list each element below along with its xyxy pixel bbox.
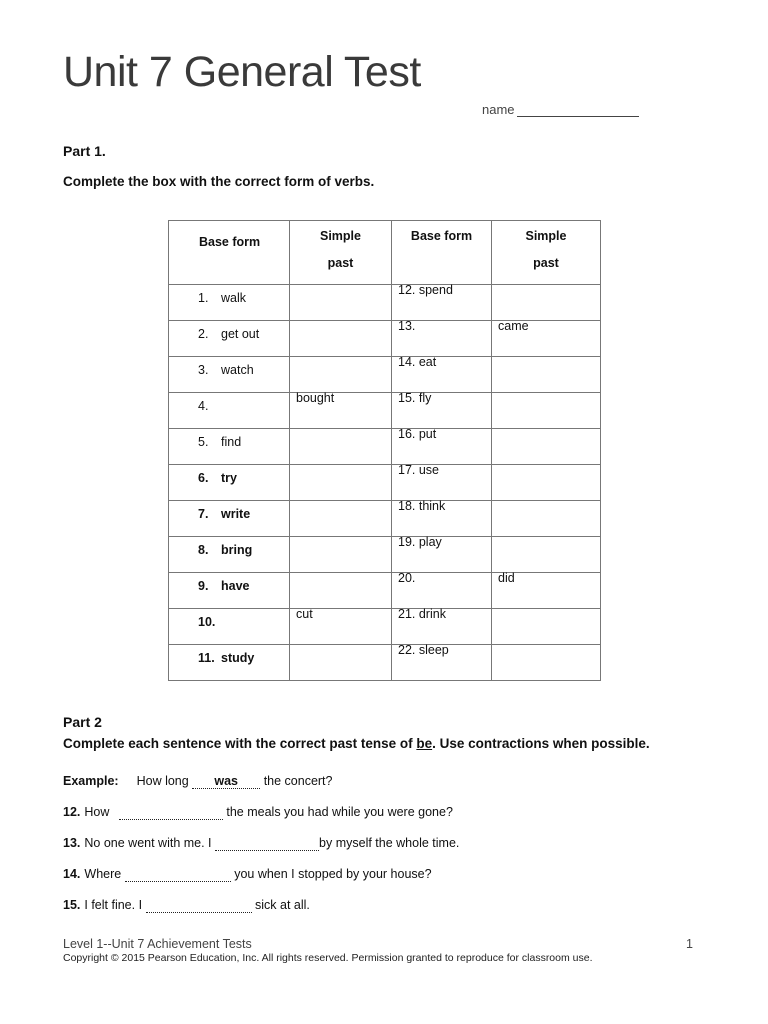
item-number: 2.: [198, 327, 209, 341]
right-base-form-verb: 15. fly: [398, 391, 432, 405]
base-form-verb: write: [221, 507, 251, 521]
right-simple-past-cell[interactable]: [492, 357, 601, 393]
base-form-cell: [169, 537, 290, 573]
answer-blank-15[interactable]: [146, 899, 252, 913]
base-form-verb: study: [221, 651, 255, 665]
base-form-cell: [169, 393, 290, 429]
base-form-verb: watch: [221, 363, 254, 377]
base-form-cell: [169, 609, 290, 645]
base-form-verb: walk: [221, 291, 247, 305]
right-base-form-verb: 13.: [398, 319, 416, 333]
right-base-form-verb: 16. put: [398, 427, 437, 441]
simple-past-cell[interactable]: [290, 357, 392, 393]
right-base-form-cell: [392, 429, 492, 465]
simple-past-cell: [290, 393, 392, 429]
right-base-form-cell: [392, 321, 492, 357]
base-form-verb: try: [221, 471, 237, 485]
part1-heading: Part 1.: [63, 143, 106, 159]
example-sentence: Example: How long was the concert?: [63, 774, 333, 788]
right-simple-past-verb: did: [498, 571, 515, 585]
question-12: 12. How the meals you had while you were gone?: [63, 805, 453, 819]
name-blank-line[interactable]: [517, 102, 639, 117]
base-form-cell: [169, 645, 290, 681]
part1-instruction: Complete the box with the correct form of verbs.: [63, 174, 375, 189]
simple-past-cell[interactable]: [290, 645, 392, 681]
base-form-cell: [169, 573, 290, 609]
example-answer: was: [192, 775, 260, 789]
footer-title: Level 1--Unit 7 Achievement Tests: [63, 937, 252, 951]
right-simple-past-cell[interactable]: [492, 429, 601, 465]
right-base-form-verb: 21. drink: [398, 607, 446, 621]
answer-blank-14[interactable]: [125, 868, 231, 882]
right-simple-past-cell[interactable]: [492, 285, 601, 321]
base-form-cell: [169, 429, 290, 465]
right-base-form-verb: 14. eat: [398, 355, 437, 369]
base-form-cell: [169, 501, 290, 537]
item-number: 4.: [198, 399, 209, 413]
header-base-form-1: Base form: [169, 221, 290, 285]
base-form-cell: [169, 285, 290, 321]
right-base-form-cell: [392, 465, 492, 501]
base-form-cell: [169, 321, 290, 357]
item-number: 7.: [198, 507, 209, 521]
simple-past-verb: cut: [296, 607, 313, 621]
right-base-form-verb: 18. think: [398, 499, 446, 513]
right-base-form-cell: [392, 357, 492, 393]
item-number: 6.: [198, 471, 209, 485]
right-simple-past-cell[interactable]: [492, 501, 601, 537]
verb-table-row: [169, 537, 601, 573]
name-field[interactable]: [482, 102, 639, 117]
verb-table-row: [169, 501, 601, 537]
base-form-verb: bring: [221, 543, 253, 557]
verb-table: [168, 220, 601, 681]
header-base-form-2: Base form: [392, 221, 492, 285]
question-15: 15. I felt fine. I sick at all.: [63, 898, 310, 912]
item-number: 8.: [198, 543, 209, 557]
simple-past-cell: [290, 609, 392, 645]
verb-table-row: [169, 573, 601, 609]
right-base-form-cell: [392, 501, 492, 537]
simple-past-cell[interactable]: [290, 321, 392, 357]
question-14: 14. Where you when I stopped by your house?: [63, 867, 432, 881]
right-base-form-cell: [392, 285, 492, 321]
item-number: 9.: [198, 579, 209, 593]
page-number: 1: [686, 937, 693, 951]
right-simple-past-cell: [492, 573, 601, 609]
right-base-form-verb: 12. spend: [398, 283, 453, 297]
part2-instruction: Complete each sentence with the correct past tense of be. Use contractions when possible.: [63, 736, 650, 751]
simple-past-cell[interactable]: [290, 285, 392, 321]
name-label: name: [482, 102, 515, 117]
base-form-verb: get out: [221, 327, 260, 341]
right-simple-past-cell[interactable]: [492, 609, 601, 645]
verb-table-row: [169, 429, 601, 465]
item-number: 3.: [198, 363, 209, 377]
right-base-form-cell: [392, 573, 492, 609]
simple-past-cell[interactable]: [290, 429, 392, 465]
copyright-notice: Copyright © 2015 Pearson Education, Inc. All rights reserved. Permission granted to reproduce for classroom use.: [63, 952, 593, 964]
right-base-form-cell: [392, 609, 492, 645]
question-13: 13. No one went with me. I by myself the whole time.: [63, 836, 460, 850]
right-base-form-verb: 20.: [398, 571, 416, 585]
right-simple-past-cell[interactable]: [492, 465, 601, 501]
verb-table-row: [169, 645, 601, 681]
verb-table-row: [169, 609, 601, 645]
right-base-form-cell: [392, 645, 492, 681]
item-number: 1.: [198, 291, 209, 305]
verb-table-header: [169, 221, 601, 285]
base-form-cell: [169, 465, 290, 501]
right-base-form-verb: 19. play: [398, 535, 442, 549]
item-number: 11.: [198, 651, 215, 665]
verb-table-row: [169, 393, 601, 429]
right-simple-past-verb: came: [498, 319, 529, 333]
simple-past-cell[interactable]: [290, 501, 392, 537]
simple-past-cell[interactable]: [290, 465, 392, 501]
right-simple-past-cell: [492, 321, 601, 357]
simple-past-cell[interactable]: [290, 537, 392, 573]
header-simple-past-2: Simple past: [492, 221, 601, 285]
verb-table-row: [169, 357, 601, 393]
base-form-verb: find: [221, 435, 242, 449]
right-simple-past-cell[interactable]: [492, 645, 601, 681]
verb-table-row: [169, 285, 601, 321]
answer-blank-12[interactable]: [119, 806, 223, 820]
right-base-form-cell: [392, 537, 492, 573]
answer-blank-13[interactable]: [215, 837, 319, 851]
simple-past-verb: bought: [296, 391, 335, 405]
right-base-form-cell: [392, 393, 492, 429]
item-number: 5.: [198, 435, 209, 449]
simple-past-cell[interactable]: [290, 573, 392, 609]
example-label: Example:: [63, 774, 119, 788]
item-number: 10.: [198, 615, 216, 629]
right-simple-past-cell[interactable]: [492, 537, 601, 573]
verb-table-row: [169, 321, 601, 357]
right-base-form-verb: 22. sleep: [398, 643, 449, 657]
header-simple-past-1: Simple past: [290, 221, 392, 285]
verb-table-row: [169, 465, 601, 501]
base-form-verb: have: [221, 579, 250, 593]
base-form-cell: [169, 357, 290, 393]
right-base-form-verb: 17. use: [398, 463, 440, 477]
page-title: Unit 7 General Test: [63, 48, 421, 96]
part2-heading: Part 2: [63, 714, 102, 730]
right-simple-past-cell[interactable]: [492, 393, 601, 429]
